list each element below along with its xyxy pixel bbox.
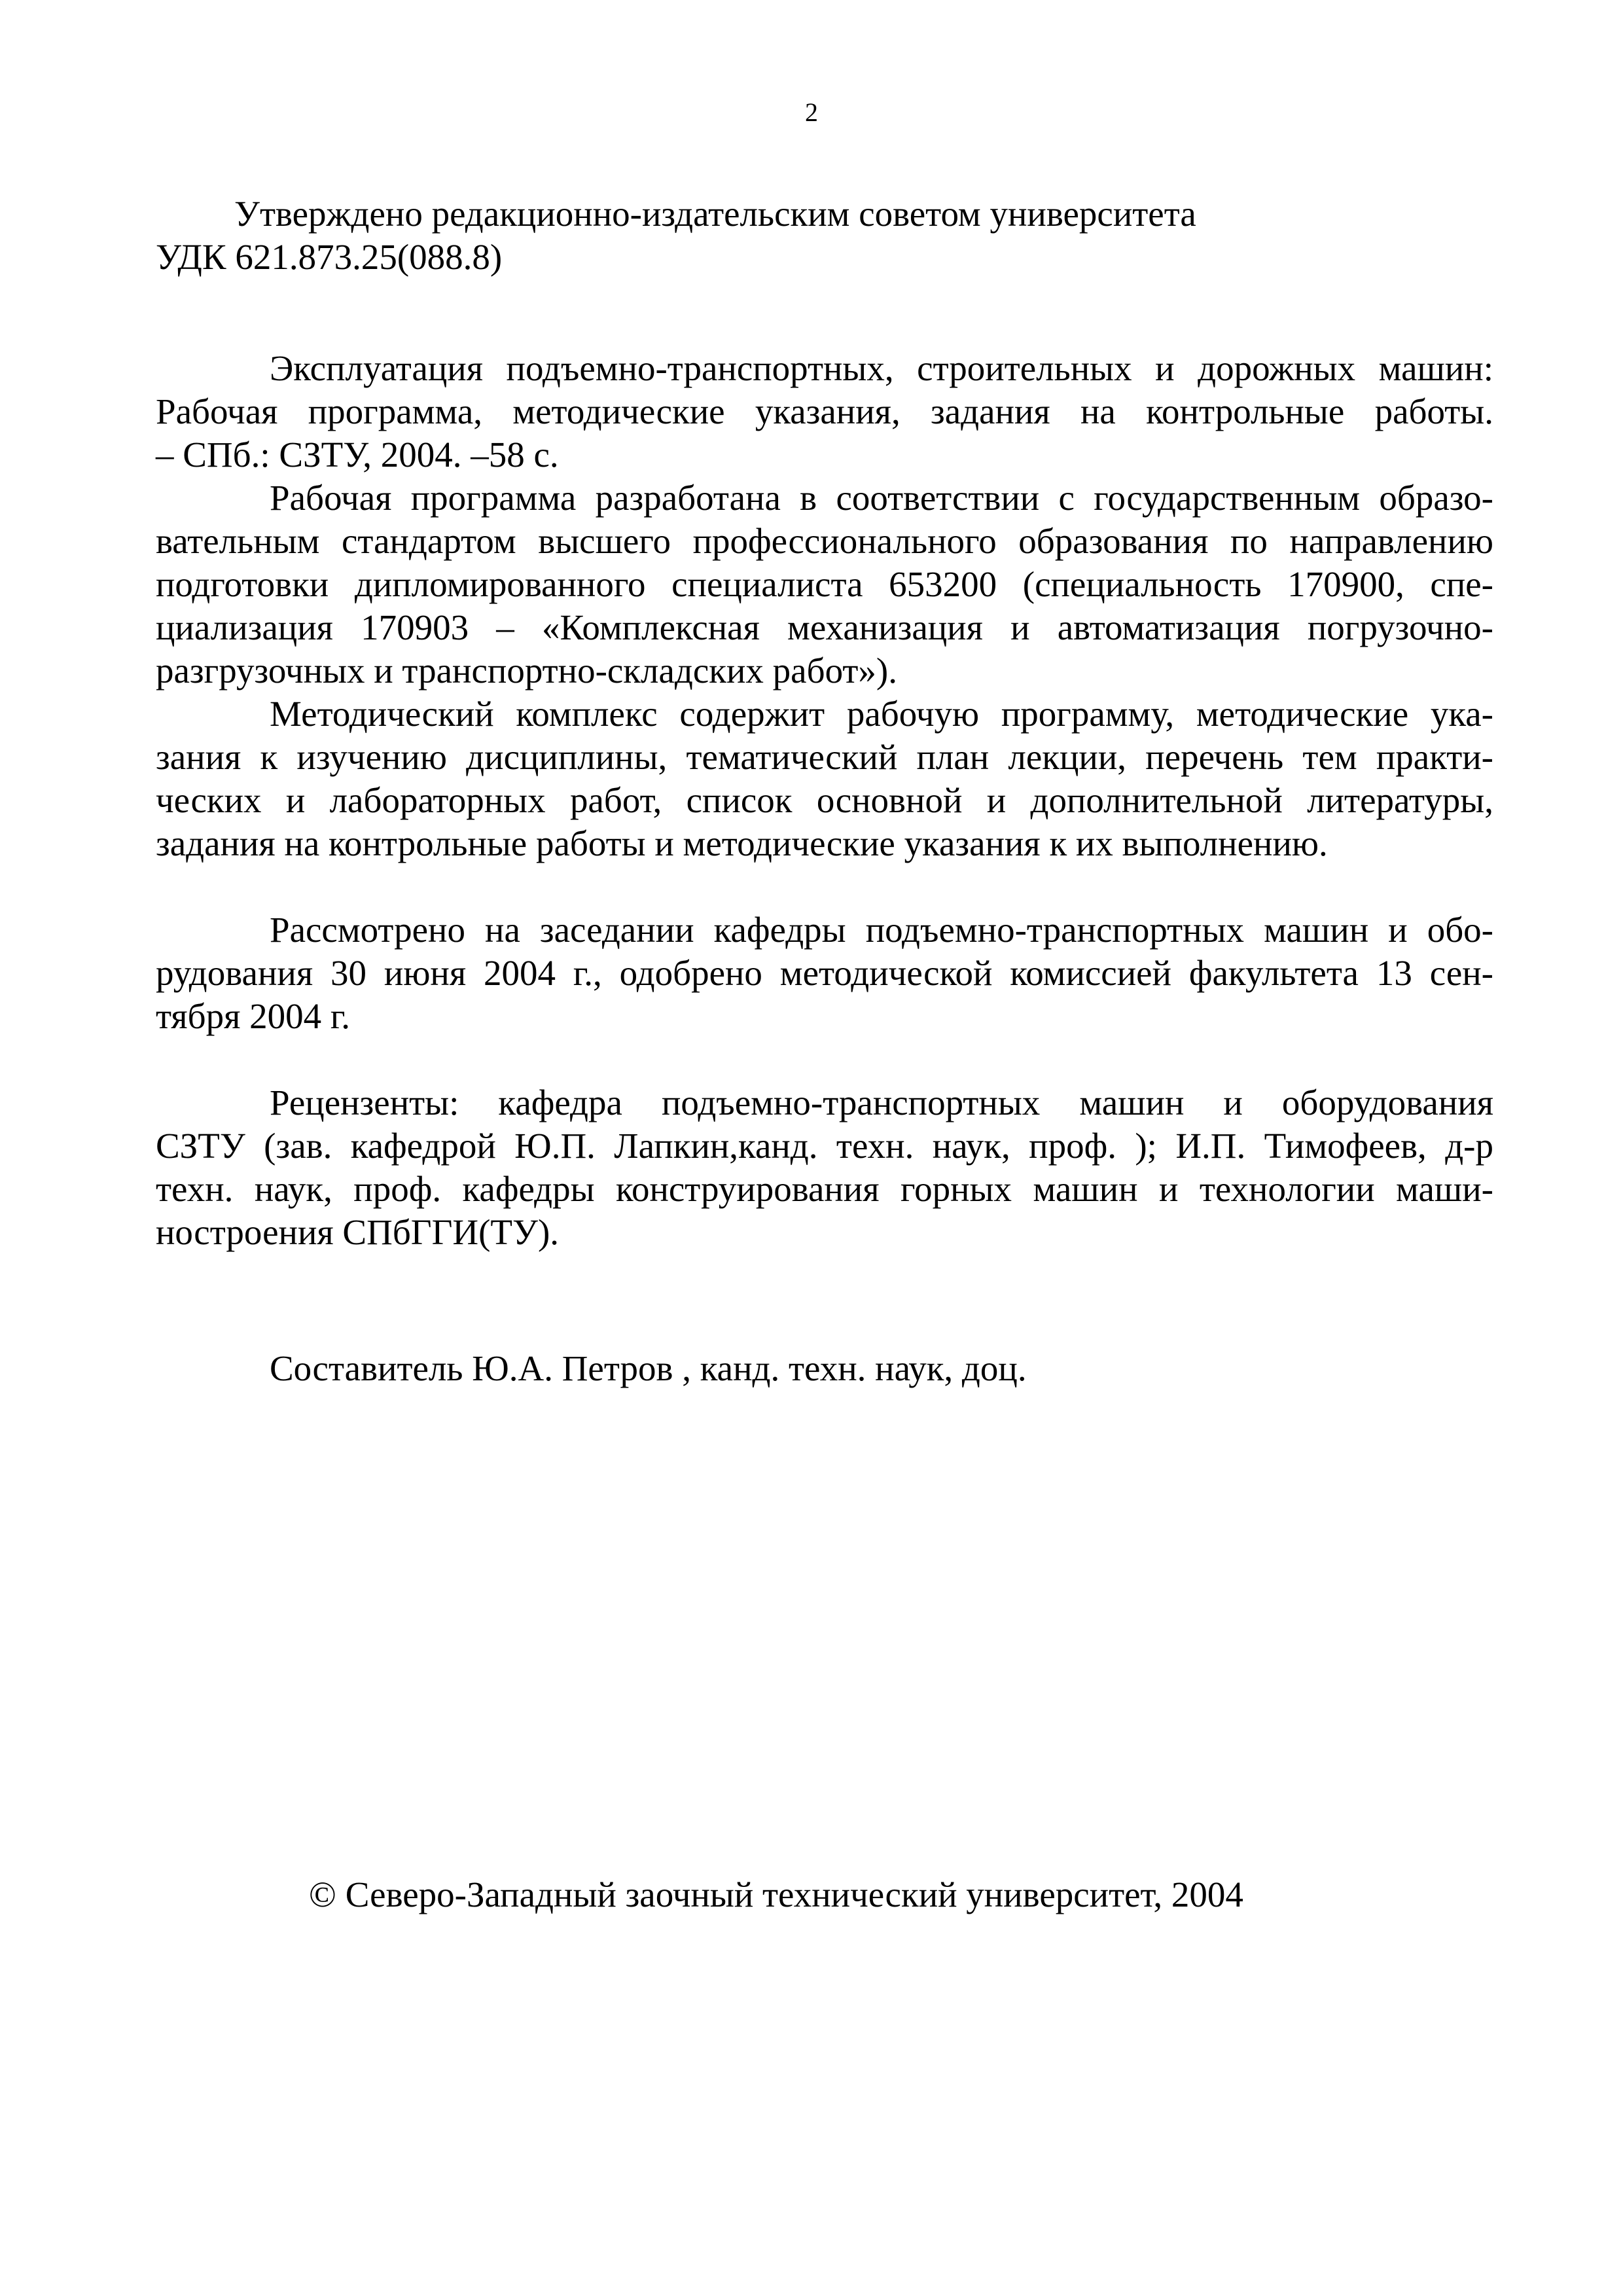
paragraph-line: СЗТУ (зав. кафедрой Ю.П. Лапкин,канд. техн. наук, проф. ); И.П. Тимофеев, д-р	[156, 1126, 1493, 1166]
copyright-notice	[309, 1873, 1243, 1916]
paragraph-line: ностроения СПбГГИ(ТУ).	[156, 1212, 560, 1252]
paragraph-line: рудования 30 июня 2004 г., одобрено методической комиссией факультета 13 сен-	[156, 953, 1493, 993]
paragraph-line: задания на контрольные работы и методические указания к их выполнению.	[156, 823, 1328, 863]
paragraph-line: техн. наук, проф. кафедры конструирования горных машин и технологии маши-	[156, 1169, 1493, 1209]
copyright-text: Северо-Западный заочный технический университет, 2004	[345, 1874, 1243, 1914]
paragraph-line: Рецензенты: кафедра подъемно-транспортных машин и оборудования	[270, 1083, 1493, 1122]
title-paragraph	[156, 347, 1493, 476]
paragraph-gap	[156, 865, 1493, 908]
paragraph-line: разгрузочных и транспортно-складских работ»).	[156, 651, 897, 691]
paragraph-line: Рабочая программа, методические указания, задания на контрольные работы.	[156, 391, 1493, 431]
paragraph-line: – СПб.: СЗТУ, 2004. –58 с.	[156, 435, 559, 475]
paragraph-line: Эксплуатация подъемно-транспортных, строительных и дорожных машин:	[270, 348, 1493, 388]
complex-paragraph	[156, 692, 1493, 865]
copyright-icon: ©	[309, 1874, 336, 1914]
reviewers-paragraph	[156, 1081, 1493, 1254]
paragraph-line: вательным стандартом высшего профессионального образования по направлению	[156, 521, 1493, 561]
udk-code: УДК 621.873.25(088.8)	[156, 237, 503, 277]
paragraph-line: Рассмотрено на заседании кафедры подъемно-транспортных машин и обо-	[270, 910, 1493, 950]
program-paragraph	[156, 476, 1493, 692]
paragraph-gap	[156, 1038, 1493, 1081]
review-paragraph	[156, 908, 1493, 1038]
paragraph-line: зания к изучению дисциплины, тематический план лекции, перечень тем практи-	[156, 737, 1493, 777]
paragraph-line: Рабочая программа разработана в соответствии с государственным образо-	[270, 478, 1493, 518]
composer-credit: Составитель Ю.А. Петров , канд. техн. наук, доц.	[270, 1348, 1027, 1388]
paragraph-line: Методический комплекс содержит рабочую программу, методические ука-	[270, 694, 1493, 734]
paragraph-line: ческих и лабораторных работ, список основной и дополнительной литературы,	[156, 780, 1493, 820]
approval-note: Утверждено редакционно-издательским советом университета	[234, 194, 1196, 234]
paragraph-line: тября 2004 г.	[156, 996, 350, 1036]
main-text	[156, 347, 1493, 1254]
paragraph-line: подготовки дипломированного специалиста 653200 (специальность 170900, спе-	[156, 564, 1493, 604]
page-number: 2	[805, 98, 818, 127]
paragraph-line: циализация 170903 – «Комплексная механизация и автоматизация погрузочно-	[156, 607, 1493, 647]
